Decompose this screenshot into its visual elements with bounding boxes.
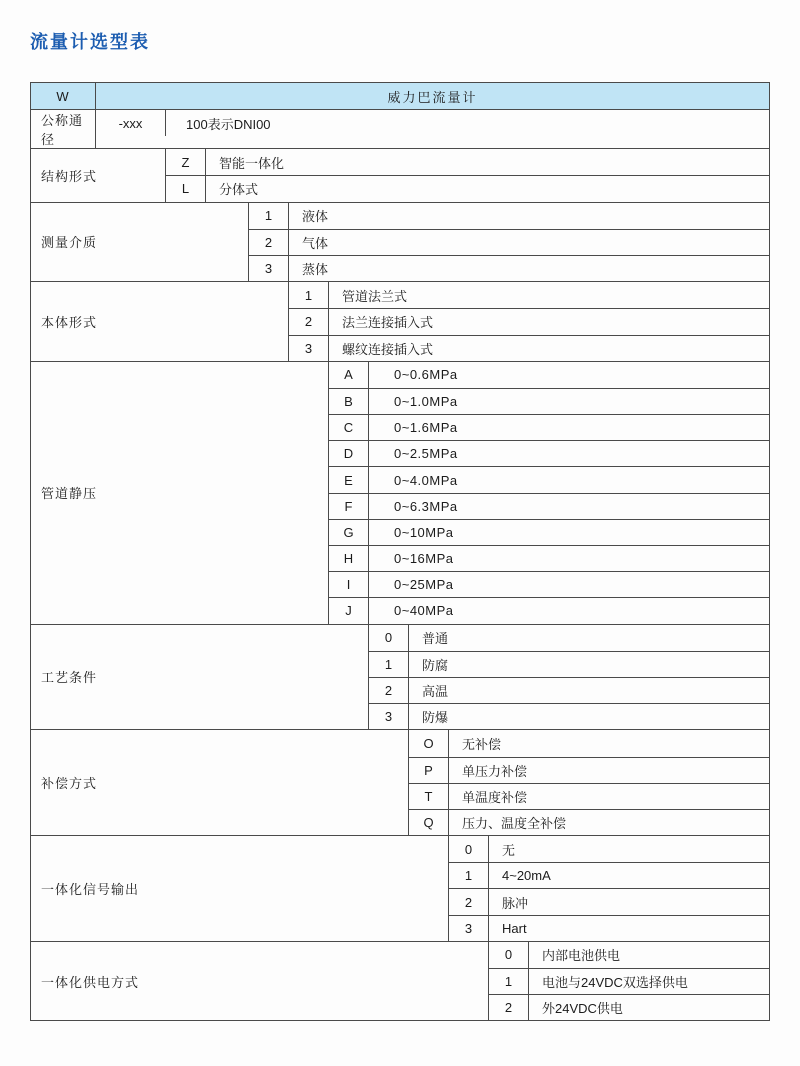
row-desc: 单压力补偿 (462, 763, 528, 779)
table-row (369, 703, 769, 729)
table-row (166, 175, 769, 201)
row-code: Z (166, 149, 206, 175)
row-code: L (166, 176, 206, 201)
row-desc: 螺纹连接插入式 (342, 341, 434, 357)
table-header-row (31, 83, 769, 109)
table-row (289, 308, 769, 334)
row-desc: 普通 (422, 631, 449, 647)
group-label: 补偿方式 (31, 730, 409, 835)
row-desc: 无 (502, 842, 516, 858)
table-row (489, 994, 769, 1020)
table-row (409, 757, 769, 783)
selection-table (30, 82, 770, 1021)
row-code: 3 (449, 916, 489, 941)
table-row (449, 836, 769, 862)
header-code-cell: W (31, 83, 96, 109)
row-desc: 无补偿 (462, 736, 502, 752)
table-row (289, 335, 769, 361)
row-code: E (329, 467, 369, 492)
row-code: 1 (489, 969, 529, 994)
row-desc: 4~20mA (502, 868, 551, 884)
group-measured-medium (31, 202, 769, 282)
row-desc: 外24VDC供电 (542, 1001, 623, 1017)
row-desc: 0~4.0MPa (394, 472, 458, 488)
row-desc: 0~1.0MPa (394, 393, 458, 409)
row-desc: 蒸体 (302, 262, 329, 278)
group-process-conditions (31, 624, 769, 730)
row-code: A (329, 362, 369, 388)
group-label: 工艺条件 (31, 625, 369, 730)
row-desc: 100表示DNI00 (186, 116, 271, 132)
row-code: Q (409, 810, 449, 835)
table-row (369, 677, 769, 703)
row-desc: 0~40MPa (394, 603, 454, 619)
row-desc: 内部电池供电 (542, 948, 621, 964)
row-code: 0 (489, 942, 529, 968)
row-desc: 0~25MPa (394, 577, 454, 593)
row-code: -xxx (96, 110, 166, 136)
table-row (449, 888, 769, 914)
table-row (249, 203, 769, 229)
row-desc: 防腐 (422, 657, 449, 673)
group-nominal-diameter (31, 109, 769, 148)
row-desc: 0~2.5MPa (394, 446, 458, 462)
row-code: 1 (369, 652, 409, 677)
row-code: 2 (489, 995, 529, 1020)
row-desc: 智能一体化 (219, 155, 285, 171)
group-label: 管道静压 (31, 362, 329, 624)
row-desc: 气体 (302, 235, 329, 251)
header-name-cell: 威力巴流量计 (387, 89, 478, 105)
group-pipe-static-pressure (31, 361, 769, 624)
row-desc: 管道法兰式 (342, 288, 408, 304)
row-code: 1 (289, 282, 329, 308)
group-label: 结构形式 (31, 149, 166, 201)
row-code: 3 (249, 256, 289, 281)
row-desc: 液体 (302, 209, 329, 225)
table-row (449, 862, 769, 888)
group-compensation-mode (31, 729, 769, 835)
row-desc: 分体式 (219, 182, 259, 198)
row-code: 1 (449, 863, 489, 888)
group-label: 一体化供电方式 (31, 942, 489, 1021)
row-code: 2 (449, 889, 489, 914)
row-code: F (329, 494, 369, 519)
table-row (409, 809, 769, 835)
row-code: I (329, 572, 369, 597)
row-code: 1 (249, 203, 289, 229)
row-desc: 0~16MPa (394, 551, 454, 567)
table-row (329, 519, 769, 545)
row-desc: 0~6.3MPa (394, 498, 458, 514)
row-code: H (329, 546, 369, 571)
row-code: 2 (369, 678, 409, 703)
row-desc: 压力、温度全补偿 (462, 815, 567, 831)
row-code: 2 (249, 230, 289, 255)
table-row (329, 362, 769, 388)
table-row (369, 625, 769, 651)
table-row (249, 255, 769, 281)
row-code: 2 (289, 309, 329, 334)
group-body-type (31, 281, 769, 361)
row-desc: 法兰连接插入式 (342, 315, 434, 331)
row-code: 3 (289, 336, 329, 361)
group-integrated-signal-output (31, 835, 769, 941)
group-label: 公称通径 (31, 110, 96, 148)
group-integrated-power-supply (31, 941, 769, 1021)
group-structure-type (31, 148, 769, 201)
table-row (249, 229, 769, 255)
table-row (289, 282, 769, 308)
table-row (369, 651, 769, 677)
table-row (329, 597, 769, 623)
row-code: D (329, 441, 369, 466)
group-label: 本体形式 (31, 282, 289, 361)
table-row (329, 493, 769, 519)
row-desc: Hart (502, 920, 527, 936)
row-code: G (329, 520, 369, 545)
table-row (329, 545, 769, 571)
row-desc: 0~1.6MPa (394, 420, 458, 436)
table-row (489, 942, 769, 968)
row-code: B (329, 389, 369, 414)
row-desc: 0~10MPa (394, 524, 454, 540)
table-row (96, 110, 769, 136)
row-code: T (409, 784, 449, 809)
row-code: P (409, 758, 449, 783)
table-row (409, 730, 769, 756)
row-desc: 脉冲 (502, 895, 529, 911)
row-desc: 电池与24VDC双选择供电 (542, 975, 688, 991)
table-row (166, 149, 769, 175)
table-row (329, 571, 769, 597)
table-row (329, 388, 769, 414)
row-desc: 单温度补偿 (462, 789, 528, 805)
row-code: J (329, 598, 369, 623)
table-row (489, 968, 769, 994)
group-label: 一体化信号输出 (31, 836, 449, 941)
row-code: C (329, 415, 369, 440)
row-code: 0 (449, 836, 489, 862)
table-row (449, 915, 769, 941)
group-label: 测量介质 (31, 203, 249, 282)
table-row (409, 783, 769, 809)
page-title: 流量计选型表 (30, 32, 150, 52)
table-row (329, 440, 769, 466)
row-code: 0 (369, 625, 409, 651)
table-row (329, 466, 769, 492)
row-desc: 高温 (422, 684, 449, 700)
row-code: 3 (369, 704, 409, 729)
row-desc: 0~0.6MPa (394, 367, 458, 383)
table-row (329, 414, 769, 440)
row-desc: 防爆 (422, 710, 449, 726)
row-code: O (409, 730, 449, 756)
